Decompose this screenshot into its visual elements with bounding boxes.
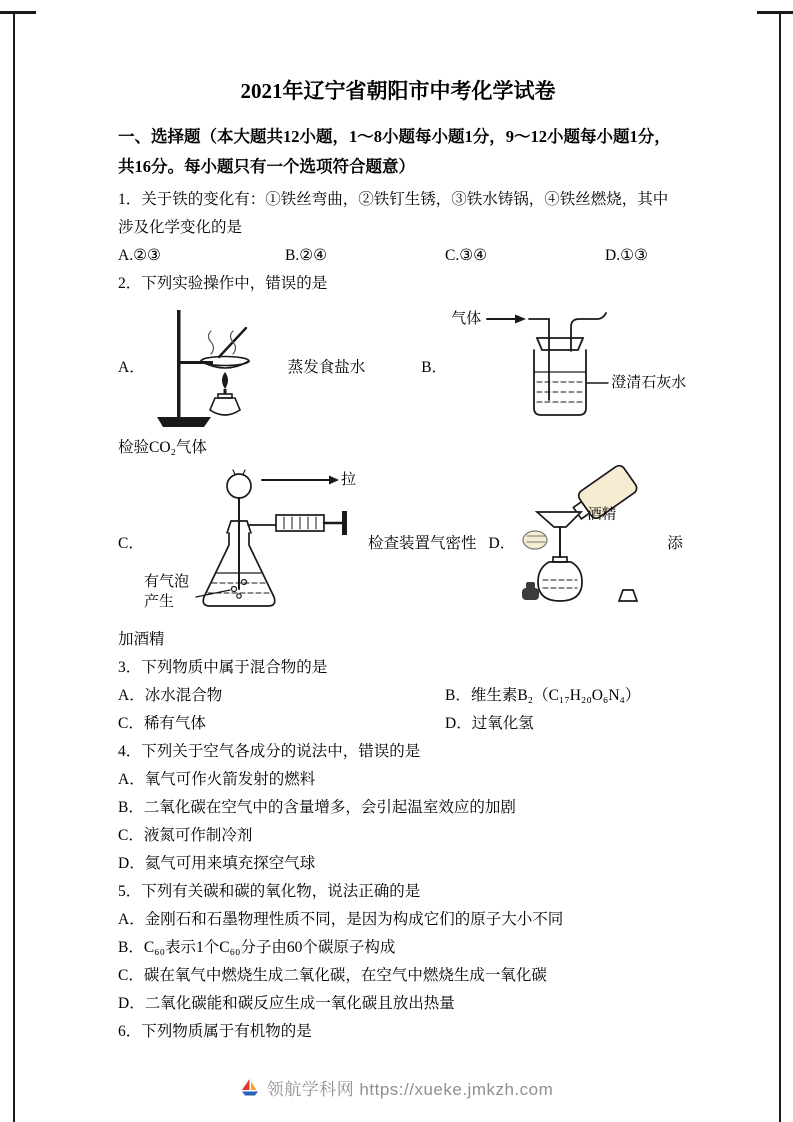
site-footer (0, 1075, 793, 1100)
iron-stand-evaporating-dish-icon (147, 304, 282, 432)
q1-option-d: D.①③ (605, 247, 648, 264)
pull-arrow-label: 拉 (341, 472, 357, 488)
q5-option-b: B．C₆₀表示1个C₆₀分子由60个碳原子构成 (118, 939, 396, 956)
section-heading (118, 122, 678, 182)
bubbles-label: 有气泡产生 (144, 574, 190, 610)
page-title: 2021年辽宁省朝阳市中考化学试卷 (240, 79, 556, 103)
q2-option-d-caption-part1: 添 (667, 535, 683, 552)
co2-limewater-test-diagram (451, 308, 687, 428)
q4-option-b: B．二氧化碳在空气中的含量增多，会引起温室效应的加剧 (118, 799, 516, 816)
question-3-text: 3．下列物质中属于混合物的是 (118, 659, 328, 676)
q2-option-b-label: B． (421, 359, 448, 376)
q3-option-c: C．稀有气体 (118, 715, 206, 732)
q2-option-d-label: D． (488, 535, 516, 552)
section-heading-line1: 一、选择题（本大题共12小题，1～8小题每小题1分，9～12小题每小题1分， (118, 127, 671, 146)
question-6-text: 6．下列物质属于有机物的是 (118, 1023, 312, 1040)
question-3-options (118, 682, 678, 738)
question-2-diagrams-row-cd (118, 464, 683, 624)
page-border-right (779, 11, 781, 1122)
alcohol-lamp-funnel-icon (521, 464, 662, 624)
q4-option-a: A．氧气可作火箭发射的燃料 (118, 771, 316, 788)
alcohol-bottle-label: 酒精 (587, 507, 617, 523)
sailboat-logo-icon (240, 1078, 260, 1098)
q3-option-a: A．冰水混合物 (118, 687, 223, 704)
page-border-top-left (0, 11, 36, 14)
page-border-top-right (757, 11, 793, 14)
q2-option-c-label: C． (118, 535, 144, 552)
question-2-diagrams-row-ab (118, 304, 687, 432)
page-content (118, 76, 687, 1046)
question-5-text: 5．下列有关碳和碳的氧化物，说法正确的是 (118, 883, 421, 900)
q4-option-c: C．液氮可作制冷剂 (118, 827, 253, 844)
question-5-options (118, 906, 678, 1018)
q2-option-d-caption-part2: 加酒精 (118, 631, 165, 648)
question-4-text: 4．下列关于空气各成分的说法中，错误的是 (118, 743, 421, 760)
q2-option-c-caption: 检查装置气密性 (368, 535, 477, 552)
q1-option-c: C.③④ (445, 247, 488, 264)
page-border-left (13, 11, 15, 1122)
q1-option-a: A.②③ (118, 247, 161, 264)
q5-option-d: D．二氧化碳能和碳反应生成一氧化碳且放出热量 (118, 995, 455, 1012)
section-heading-line2: 共16分。每小题只有一个选项符合题意） (118, 157, 415, 176)
question-4-options (118, 766, 678, 878)
q5-option-a: A．金刚石和石墨物理性质不同，是因为构成它们的原子大小不同 (118, 911, 564, 928)
q5-option-c: C．碳在氧气中燃烧生成二氧化碳，在空气中燃烧生成一氧化碳 (118, 967, 547, 984)
question-1-options (118, 242, 678, 270)
q4-option-d: D．氦气可用来填充探空气球 (118, 855, 316, 872)
evaporation-apparatus-diagram (147, 304, 282, 432)
q3-option-b: B．维生素B₂（C₁₇H₂₀O₆N₄） (445, 687, 641, 704)
q3-option-d: D．过氧化氢 (445, 715, 534, 732)
q2-option-a-caption: 蒸发食盐水 (287, 359, 366, 376)
footer-site-link[interactable]: 领航学科网 https://xueke.jmkzh.com (266, 1080, 554, 1099)
q2-option-b-caption: 检验CO₂气体 (118, 439, 207, 456)
q2-option-a-label: A． (118, 359, 145, 376)
airtightness-check-diagram (144, 469, 359, 619)
limewater-label: 澄清石灰水 (611, 375, 687, 391)
gas-inlet-label: 气体 (451, 311, 482, 327)
question-2-text: 2．下列实验操作中，错误的是 (118, 275, 328, 292)
q1-option-b: B.②④ (285, 247, 328, 264)
question-1-text: 1．关于铁的变化有：①铁丝弯曲，②铁钉生锈，③铁水铸锅，④铁丝燃烧，其中涉及化学变化的是 (118, 191, 669, 236)
add-alcohol-diagram (521, 464, 662, 624)
